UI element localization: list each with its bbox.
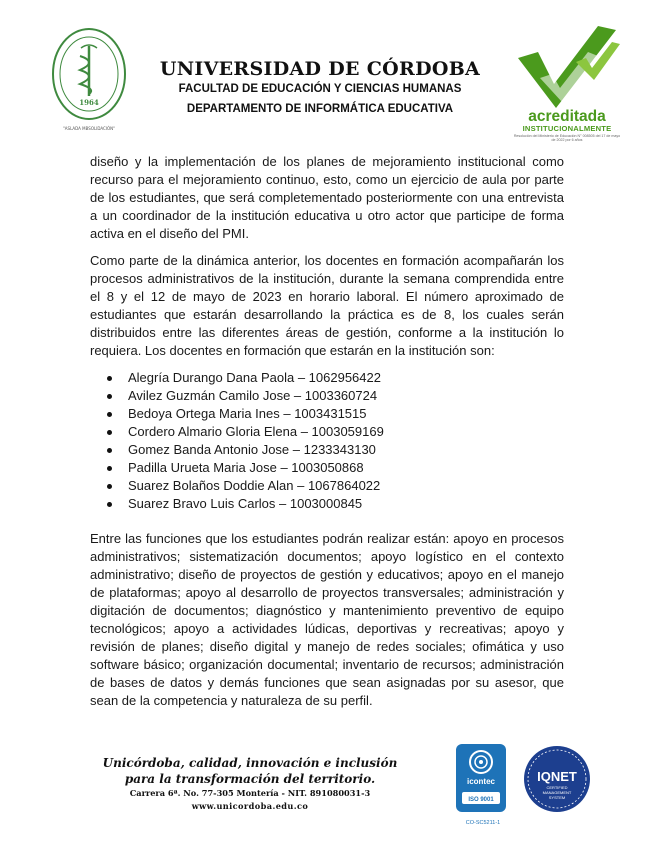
- paragraph-dynamics: Como parte de la dinámica anterior, los docentes en formación acompañarán los procesos administrativos de la institución, durante la semana comprendida entre el 8 y el 12 de mayo de 2023 en horario laboral. El número aproximado de estudiantes que estarán desarrollando la práctica es de 8, los cuales serán distribuidos entre las diferentes áreas de gestión, conforme a la institución lo requiera. Los docentes en formación que estarán en la institución son:: [90, 253, 564, 358]
- list-item: Alegría Durango Dana Paola – 1062956422: [90, 369, 564, 387]
- student-list: [90, 369, 564, 513]
- website[interactable]: www.unicordoba.edu.co: [191, 801, 309, 811]
- list-item: Cordero Almario Gloria Elena – 1003059169: [90, 423, 564, 441]
- bullet-icon: [107, 376, 112, 381]
- certificate-code: CO-SC5211-1: [465, 820, 501, 826]
- bullet-icon: [107, 466, 112, 471]
- seal-caption: "ASLADA MBSOLIDACIÓN": [62, 126, 116, 131]
- list-item: Suarez Bravo Luis Carlos – 1003000845: [90, 495, 564, 513]
- bullet-icon: [107, 448, 112, 453]
- accreditation-subtitle: INSTITUCIONALMENTE: [522, 124, 612, 133]
- bullet-icon: [107, 484, 112, 489]
- list-item: Padilla Urueta Maria Jose – 1003050868: [90, 459, 564, 477]
- accreditation-word: acreditada: [528, 108, 606, 125]
- slogan-line-1: Unicórdoba, calidad, innovación e inclusión: [102, 756, 398, 770]
- department-name: DEPARTAMENTO DE INFORMÁTICA EDUCATIVA: [186, 103, 454, 115]
- iqnet-certification-logo: [523, 745, 591, 813]
- paragraph-intro: diseño y la implementación de los planes de mejoramiento institucional como recurso para el mejoramiento continuo, esto, como un ejercicio de aula por parte de los estudiantes, que será completementado posteriormente con una entrevista a un coordinador de la institución educativa u otro actor que participe de forma activa en el diseño del PMI.: [90, 154, 564, 241]
- paragraph-functions: Entre las funciones que los estudiantes podrán realizar están: apoyo en procesos administrativos; sistematización documentos; apoyo logístico en el contexto administrativo; diseño de proyectos de gestión y educativos; apoyo en el manejo de plataformas; apoyo al desarrollo de proyectos transversales; administración y digitación de documentos; diagnóstico y mantenimiento preventivo de equipo tecnológicos; apoyo a actividades lúdicas, deportivas y recreativas; apoyo y revisión de planes; diseño digital y manejo de redes sociales; ofimática y uso software básico; organización documental; inventario de recursos; administración de bases de datos y demás funciones que sean asignadas por su asesor, que sean de la competencia y naturaleza de su perfil.: [90, 531, 564, 708]
- university-title: UNIVERSIDAD DE CÓRDOBA: [159, 58, 481, 80]
- list-item: Suarez Bolaños Doddie Alan – 1067864022: [90, 477, 564, 495]
- bullet-icon: [107, 394, 112, 399]
- list-item: Avilez Guzmán Camilo Jose – 1003360724: [90, 387, 564, 405]
- svg-text:MANAGEMENT: MANAGEMENT: [542, 790, 572, 795]
- accreditation-note: Resolución del Ministerio de Educación N° 008505 del 17 de mayo de 2022 por 6 años: [513, 134, 621, 142]
- list-item: Gomez Banda Antonio Jose – 1233343130: [90, 441, 564, 459]
- icontec-certification-logo: [456, 744, 506, 812]
- icontec-iso: ISO 9001: [468, 797, 494, 803]
- bullet-icon: [107, 430, 112, 435]
- faculty-name: FACULTAD DE EDUCACIÓN Y CIENCIAS HUMANAS: [178, 83, 462, 95]
- slogan-line-2: para la transformación del territorio.: [124, 772, 376, 786]
- svg-text:SYSTEM: SYSTEM: [548, 795, 566, 800]
- bullet-icon: [107, 412, 112, 417]
- svg-text:1964: 1964: [79, 98, 99, 107]
- iqnet-label: IQNET: [537, 769, 577, 784]
- address: Carrera 6ª. No. 77-305 Montería - NIT. 891080031-3: [129, 788, 371, 798]
- svg-text:CERTIFIED: CERTIFIED: [546, 785, 568, 790]
- list-item: Bedoya Ortega Maria Ines – 1003431515: [90, 405, 564, 423]
- university-seal-logo: [48, 26, 130, 134]
- icontec-label: icontec: [466, 777, 496, 786]
- bullet-icon: [107, 502, 112, 507]
